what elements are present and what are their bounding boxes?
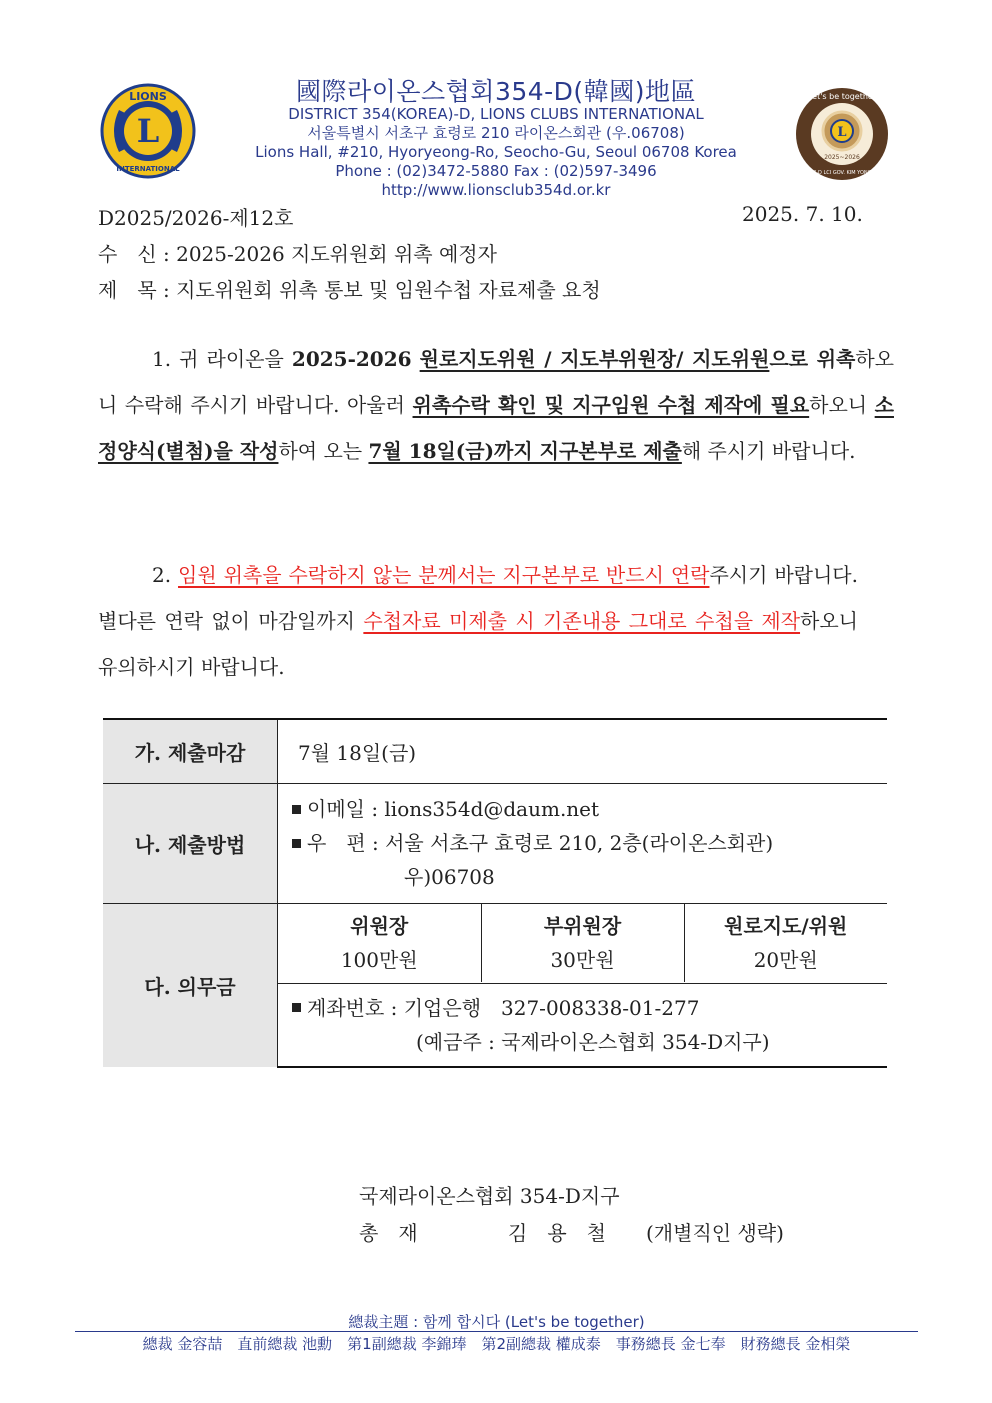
lions-logo-bottom-text: INTERNATIONAL — [116, 165, 180, 173]
para1-deadline: 7월 18일(금)까지 지구본부로 제출 — [368, 439, 682, 463]
subject-value: 지도위원회 위촉 통보 및 임원수첩 자료제출 요청 — [176, 278, 601, 302]
para2-warning: 임원 위촉을 수락하지 않는 분께서는 지구본부로 반드시 연락 — [178, 563, 710, 587]
dues-amount: 30만원 — [550, 948, 615, 972]
email-line — [292, 792, 886, 826]
account-holder: (예금주 : 국제라이온스협회 354-D지구) — [416, 1029, 770, 1054]
para1-text-3: 하오니 — [809, 393, 875, 417]
signature-org: 국제라이온스협회 354-D지구 — [359, 1184, 620, 1208]
recipient-value: 2025-2026 지도위원회 위촉 예정자 — [176, 242, 497, 266]
deadline-label: 가. 제출마감 — [103, 719, 278, 783]
dues-amount: 100만원 — [340, 948, 418, 972]
post-line — [292, 826, 886, 860]
lions-logo-letter: L — [136, 112, 160, 150]
bullet-icon — [292, 1003, 301, 1012]
dues-member — [684, 904, 887, 982]
para2-number: 2. — [152, 563, 179, 587]
para1-year: 2025-2026 — [291, 347, 412, 371]
method-label: 나. 제출방법 — [103, 783, 278, 903]
paragraph-2 — [98, 552, 858, 690]
dues-chair — [278, 904, 481, 982]
post-text: 우 편 : 서울 서초구 효령로 210, 2층(라이온스회관) — [307, 831, 774, 855]
para2-text: 주시기 바랍니다. 별다른 연락 없이 마감일까지 — [98, 563, 858, 633]
dues-vice-chair — [481, 904, 684, 982]
para1-appoint: 으로 위촉 — [769, 347, 856, 371]
para1-text: 1. 귀 라이온을 — [152, 347, 292, 371]
para2-text-2: 하오니 유의하시기 바랍니다. — [98, 609, 858, 679]
lions-logo-left — [99, 82, 197, 180]
account-text: 계좌번호 : 기업은행 327-008338-01-277 — [307, 995, 700, 1020]
para1-text-2: 하오니 수락해 주시기 바랍니다. 아울러 — [98, 347, 894, 417]
dues-role: 위원장 — [350, 914, 409, 938]
paragraph-1 — [98, 336, 894, 474]
dues-table — [278, 904, 887, 982]
para2-consequence: 수첩자료 미제출 시 기존내용 그대로 수첩을 제작 — [363, 609, 801, 633]
para1-form: 소정양식(별첨)을 작성 — [98, 393, 894, 463]
org-address-ko: 서울특별시 서초구 효령로 210 라이온스회관 (우.06708) — [307, 124, 685, 142]
signature-title: 총 재 — [359, 1221, 418, 1245]
footer-officers: 總裁 金容喆 直前總裁 池勳 第1副總裁 李錦琫 第2副總裁 權成泰 事務總長 金七奉 財務總長 金相榮 — [142, 1335, 851, 1353]
lions-logo-top-text: LIONS — [129, 90, 167, 103]
para1-roles: 원로지도위원 / 지도부위원장/ 지도위원 — [419, 347, 770, 371]
org-address-en: Lions Hall, #210, Hyoryeong-Ro, Seocho-Gu, Seoul 06708 Korea — [255, 143, 737, 161]
footer-divider — [75, 1331, 918, 1332]
submission-info-table — [103, 718, 887, 1068]
para1-purpose: 위촉수락 확인 및 지구임원 수첩 제작에 필요 — [412, 393, 810, 417]
dues-amounts-cell — [278, 903, 888, 983]
emblem-top-text: Let's be together — [807, 92, 877, 101]
doc-recipient-line — [98, 238, 497, 267]
account-line — [292, 991, 886, 1025]
org-title: 國際라이온스협회354-D(韓國)地區 — [296, 77, 696, 106]
para1-text-5: 해 주시기 바랍니다. — [681, 439, 856, 463]
org-phone-fax: Phone : (02)3472-5880 Fax : (02)597-3496 — [335, 162, 657, 180]
org-english-name: DISTRICT 354(KOREA)-D, LIONS CLUBS INTERNATIONAL — [288, 105, 704, 123]
signature-name: 김 용 철 — [508, 1221, 606, 1245]
deadline-value: 7월 18일(금) — [278, 719, 888, 783]
dues-label: 다. 의무금 — [103, 903, 278, 1067]
dues-role: 원로지도/위원 — [724, 914, 848, 938]
method-value — [278, 783, 888, 903]
signature-note: (개별직인 생략) — [646, 1221, 784, 1245]
governor-emblem-right — [794, 86, 890, 182]
doc-date: 2025. 7. 10. — [742, 202, 863, 226]
emblem-year: 2025~2026 — [824, 154, 860, 161]
subject-label: 제 목 : — [98, 278, 170, 302]
doc-subject-line — [98, 274, 601, 303]
bullet-icon — [292, 839, 301, 848]
doc-number: D2025/2026-제12호 — [98, 206, 294, 230]
para1-space — [412, 347, 420, 371]
emblem-bottom-text: DIST 354-D LCI GOV. KIM YONG-CHEOL — [794, 170, 890, 176]
email-text[interactable]: 이메일 : lions354d@daum.net — [307, 797, 600, 821]
account-cell — [278, 983, 888, 1067]
footer-motto: 總裁主題 : 함께 합시다 (Let's be together) — [348, 1313, 645, 1331]
bullet-icon — [292, 805, 301, 814]
para1-text-4: 하여 오는 — [278, 439, 369, 463]
recipient-label: 수 신 : — [98, 242, 170, 266]
emblem-letter: L — [837, 125, 847, 140]
dues-amount: 20만원 — [753, 948, 818, 972]
dues-role: 부위원장 — [543, 914, 622, 938]
post-zip: 우)06708 — [404, 865, 495, 889]
org-website[interactable]: http://www.lionsclub354d.or.kr — [381, 181, 611, 199]
